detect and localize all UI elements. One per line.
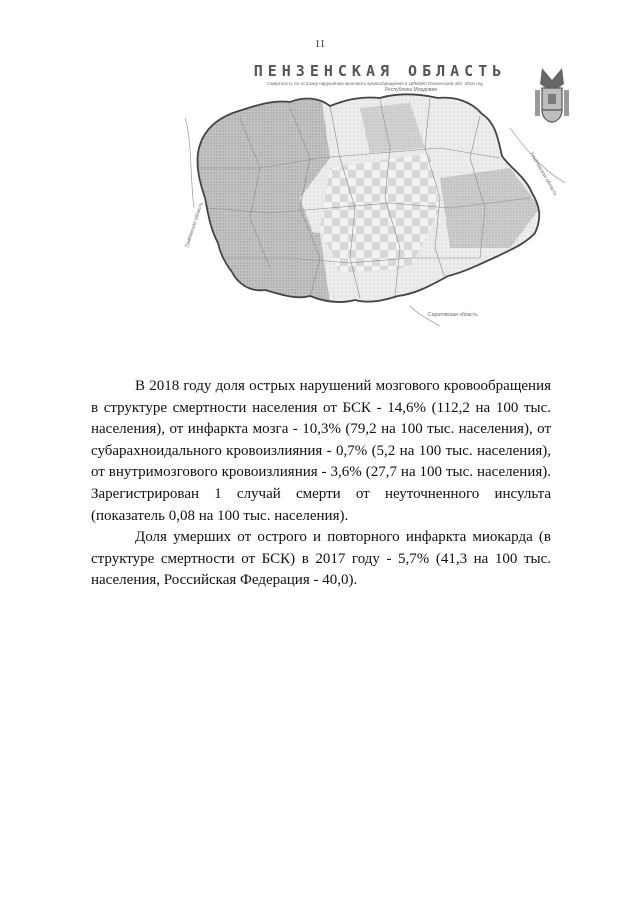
paragraph-stroke-mortality: В 2018 году доля острых нарушений мозгового кровообращения в структуре смертности населения от БСК - 14,6% (112,2 на 100 тыс. населения), от инфаркта мозга - 10,3% (79,2 на 100 тыс. населения), от субарахноидального кровоизлияния - 0,7% (5,2 на 100 тыс. населения), от внутримозгового кровоизлияния - 3,6% (27,7 на 100 тыс. населения). Зарегистрирован 1 случай смерти от неуточненного инсульта (показатель 0,08 на 100 тыс. населения). [91,378,551,524]
map-label-north: Республика Мордовия [385,87,437,93]
map-title: ПЕНЗЕНСКАЯ ОБЛАСТЬ [253,62,507,80]
coat-of-arms-icon [535,68,569,122]
paragraph-infarction-mortality: Доля умерших от острого и повторного инфаркта миокарда (в структуре смертности от БСК) в 2017 году - 5,7% (41,3 на 100 тыс. населения, Российская Федерация - 40,0). [91,529,551,589]
page-number: 11 [314,38,326,50]
body-text [91,376,551,592]
map-subtitle: Смертность по острому нарушению мозгового кровообращения в ЦРБ/МО Пензенской обл. 2018 год [267,81,483,86]
region-map [180,58,580,328]
map-title-block [254,62,507,86]
map-label-south: Саратовская область [428,312,478,318]
map-label-east: Ульяновская область [528,151,559,197]
region-shape [180,88,580,328]
map-label-west: Тамбовская область [184,201,205,249]
